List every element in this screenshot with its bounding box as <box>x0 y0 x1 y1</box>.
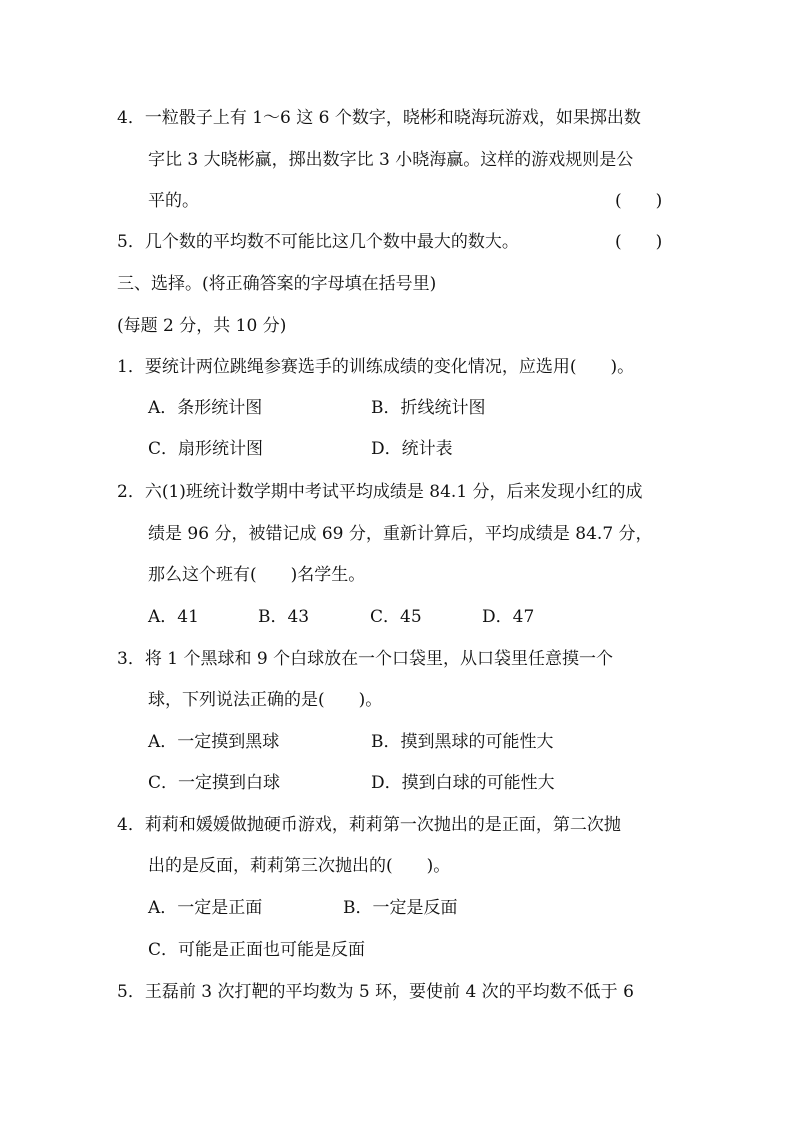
choice-q3-option-d: D．摸到白球的可能性大 <box>371 773 555 793</box>
choice-q4-option-c: C．可能是正面也可能是反面 <box>148 940 366 960</box>
choice-q3-line1: 3．将 1 个黑球和 9 个白球放在一个口袋里，从口袋里任意摸一个 <box>117 649 614 669</box>
choice-q5-line1: 5．王磊前 3 次打靶的平均数为 5 环，要使前 4 次的平均数不低于 6 <box>117 982 634 1002</box>
choice-q1-stem: 1．要统计两位跳绳参赛选手的训练成绩的变化情况，应选用( )。 <box>117 357 635 377</box>
judge-q4-line3: 平的。 <box>148 191 199 211</box>
section3-title: 三、选择。(将正确答案的字母填在括号里) <box>117 274 437 294</box>
choice-q3-option-b: B．摸到黑球的可能性大 <box>371 732 554 752</box>
choice-q4-option-b: B．一定是反面 <box>343 898 458 918</box>
choice-q3-option-c: C．一定摸到白球 <box>148 773 281 793</box>
choice-q4-line2: 出的是反面，莉莉第三次抛出的( )。 <box>148 856 451 876</box>
judge-q5-line1: 5．几个数的平均数不可能比这几个数中最大的数大。 <box>117 232 519 252</box>
choice-q2-option-b: B．43 <box>258 607 310 627</box>
choice-q1-option-a: A．条形统计图 <box>148 398 263 418</box>
choice-q1-option-d: D．统计表 <box>371 439 453 459</box>
choice-q4-line1: 4．莉莉和媛媛做抛硬币游戏，莉莉第一次抛出的是正面，第二次抛 <box>117 815 621 835</box>
section3-score: (每题 2 分，共 10 分) <box>117 316 287 336</box>
judge-q5-answer-paren[interactable]: ( ) <box>615 232 663 252</box>
judge-q4-line1: 4．一粒骰子上有 1～6 这 6 个数字，晓彬和晓海玩游戏，如果掷出数 <box>117 108 641 128</box>
choice-q2-option-c: C．45 <box>370 607 422 627</box>
choice-q1-option-b: B．折线统计图 <box>371 398 486 418</box>
choice-q3-line2: 球，下列说法正确的是( )。 <box>148 690 383 710</box>
choice-q3-option-a: A．一定摸到黑球 <box>148 732 280 752</box>
choice-q4-option-a: A．一定是正面 <box>148 898 263 918</box>
choice-q2-option-d: D．47 <box>482 607 535 627</box>
judge-q4-line2: 字比 3 大晓彬赢，掷出数字比 3 小晓海赢。这样的游戏规则是公 <box>148 150 634 170</box>
choice-q1-option-c: C．扇形统计图 <box>148 439 264 459</box>
choice-q2-line1: 2．六(1)班统计数学期中考试平均成绩是 84.1 分，后来发现小红的成 <box>117 482 643 502</box>
judge-q4-answer-paren[interactable]: ( ) <box>615 191 663 211</box>
choice-q2-line2: 绩是 96 分，被错记成 69 分，重新计算后，平均成绩是 84.7 分， <box>148 524 653 544</box>
choice-q2-option-a: A．41 <box>148 607 199 627</box>
choice-q2-line3: 那么这个班有( )名学生。 <box>148 565 366 585</box>
